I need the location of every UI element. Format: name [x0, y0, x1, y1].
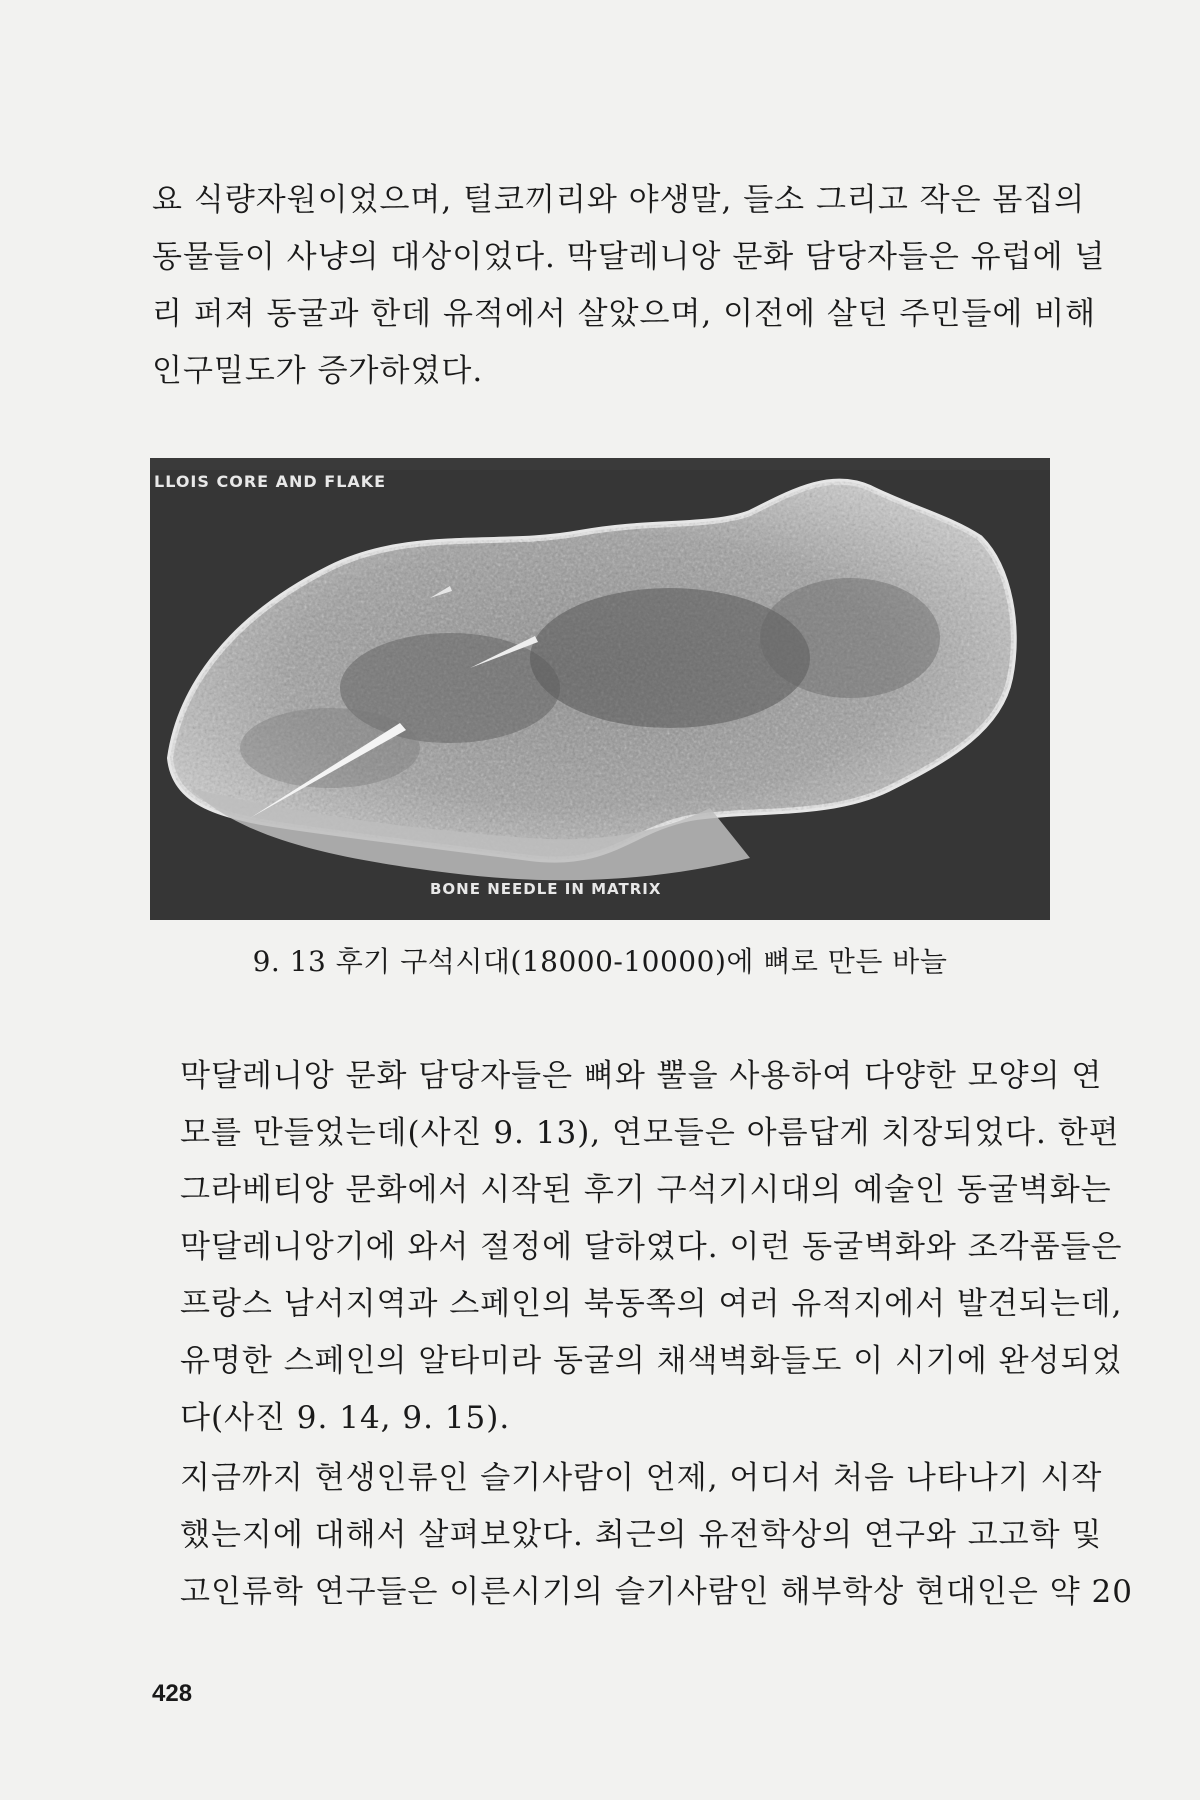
figure-caption: 9. 13 후기 구석시대(18000-10000)에 뼈로 만든 바늘	[252, 945, 948, 978]
text-line: 지금까지 현생인류인 슬기사람이 언제, 어디서 처음 나타나기 시작	[180, 1460, 1103, 1496]
text-line: 막달레니앙기에 와서 절정에 달하였다. 이런 동굴벽화와 조각품들은	[180, 1229, 1123, 1265]
photo-illustration	[150, 458, 1050, 920]
text-line: 막달레니앙 문화 담당자들은 뼈와 뿔을 사용하여 다양한 모양의 연	[180, 1058, 1103, 1094]
text-line: 했는지에 대해서 살펴보았다. 최근의 유전학상의 연구와 고고학 및	[180, 1517, 1103, 1553]
paragraph-3	[152, 1450, 1133, 1621]
text-line: 모를 만들었는데(사진 9. 13), 연모들은 아름답게 치장되었다. 한편	[180, 1115, 1120, 1151]
text-line: 고인류학 연구들은 이른시기의 슬기사람인 해부학상 현대인은 약 20	[180, 1574, 1133, 1610]
text-line: 유명한 스페인의 알타미라 동굴의 채색벽화들도 이 시기에 완성되었	[180, 1343, 1123, 1379]
page-number: 428	[152, 1680, 193, 1707]
text-line: 리 퍼져 동굴과 한데 유적에서 살았으며, 이전에 살던 주민들에 비해	[152, 296, 1097, 332]
text-line: 다(사진 9. 14, 9. 15).	[180, 1400, 511, 1436]
text-line: 인구밀도가 증가하였다.	[152, 353, 484, 389]
paragraph-1	[152, 172, 1106, 400]
text-line: 프랑스 남서지역과 스페인의 북동쪽의 여러 유적지에서 발견되는데,	[180, 1286, 1123, 1322]
text-line: 동물들이 사냥의 대상이었다. 막달레니앙 문화 담당자들은 유럽에 널	[152, 239, 1106, 275]
photo-label-bottom: BONE NEEDLE IN MATRIX	[430, 880, 662, 898]
photo-label-top: LLOIS CORE AND FLAKE	[154, 472, 387, 491]
figure-photo-bone-needle	[150, 458, 1050, 920]
text-line: 요 식량자원이었으며, 털코끼리와 야생말, 들소 그리고 작은 몸집의	[152, 182, 1086, 218]
text-line: 그라베티앙 문화에서 시작된 후기 구석기시대의 예술인 동굴벽화는	[180, 1172, 1112, 1208]
paragraph-2	[152, 1048, 1123, 1447]
